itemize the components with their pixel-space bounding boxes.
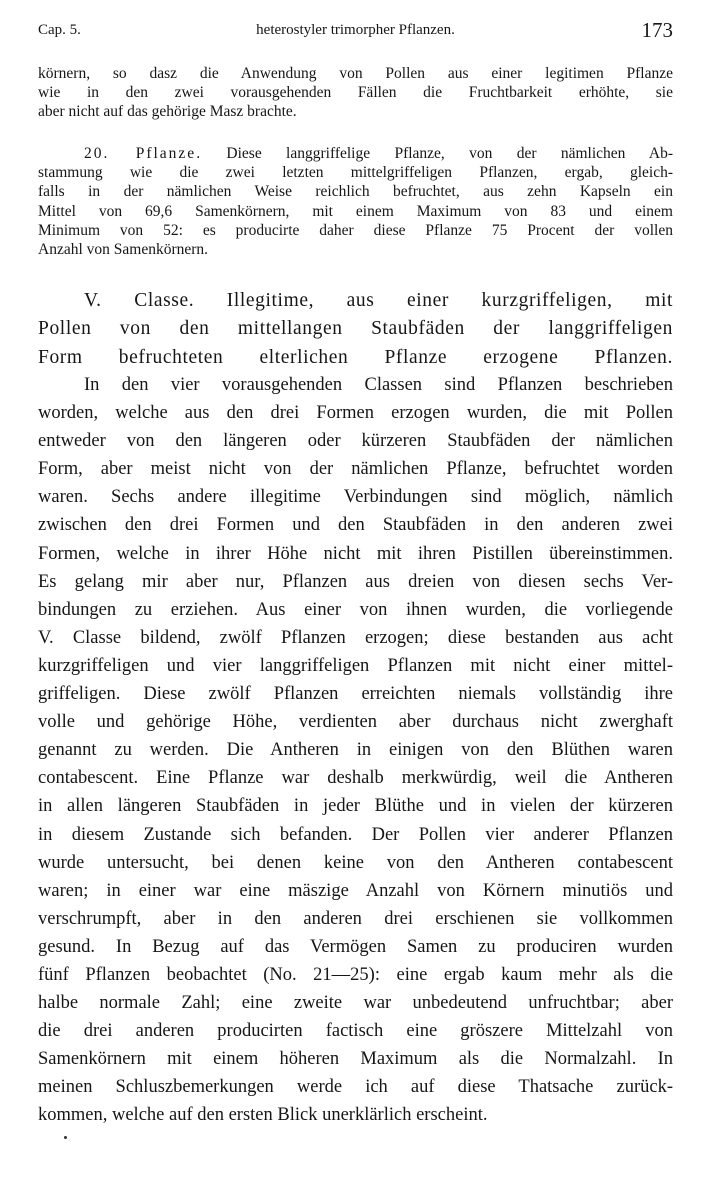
text-line: bindungen zu erziehen. Aus einer von ihnen wurden, die vorliegende: [38, 599, 673, 620]
text-line: wie in den zwei vorausgehenden Fällen die Fruchtbarkeit erhöhte, sie: [38, 84, 673, 102]
text-line: contabescent. Eine Pflanze war deshalb merkwürdig, weil die Antheren: [38, 768, 673, 789]
text-line: V. Classe bildend, zwölf Pflanzen erzogen; diese bestanden aus acht: [38, 627, 673, 648]
paragraph-continuation: [38, 64, 673, 122]
text-line: volle und gehörige Höhe, verdienten aber durchaus nicht zwerghaft: [38, 712, 673, 733]
running-title: heterostyler trimorpher Pflanzen.: [256, 22, 455, 38]
page-number: 173: [641, 18, 673, 42]
text-line: gesund. In Bezug auf das Vermögen Samen zu produciren wurden: [38, 936, 673, 957]
text-line: die drei anderen producirten factisch eine gröszere Mittelzahl von: [38, 1021, 673, 1042]
text-line: Es gelang mir aber nur, Pflanzen aus dreien von diesen sechs Ver-: [38, 571, 673, 592]
text-line: stammung wie die zwei letzten mittelgriffeligen Pflanzen, ergab, gleich-: [38, 164, 673, 182]
text-line: fünf Pflanzen beobachtet (No. 21—25): eine ergab kaum mehr als die: [38, 964, 673, 985]
heading-line: V. Classe. Illegitime, aus einer kurzgriffeligen, mit: [84, 290, 673, 311]
text-line: kommen, welche auf den ersten Blick unerklärlich erscheint.: [38, 1105, 488, 1126]
text-line: Formen, welche in ihrer Höhe nicht mit ihren Pistillen übereinstimmen.: [38, 543, 673, 564]
text-line: körnern, so dasz die Anwendung von Pollen aus einer legitimen Pflanze: [38, 65, 673, 82]
text-line: genannt zu werden. Die Antheren in einigen von den Blüthen waren: [38, 740, 673, 761]
section-body: [38, 371, 673, 1130]
text-line: Samenkörnern mit einem höheren Maximum als die Normalzahl. In: [38, 1049, 673, 1070]
text-line: halbe normale Zahl; eine zweite war unbedeutend unfruchtbar; aber: [38, 993, 673, 1014]
plant-label: 20. Pflanze.: [84, 145, 203, 162]
text-line: zwischen den drei Formen und den Staubfäden in den anderen zwei: [38, 515, 673, 536]
text-line: meinen Schluszbemerkungen werde ich auf diese Thatsache zurück-: [38, 1077, 673, 1098]
ink-speck: [64, 1136, 67, 1139]
text-line: in allen längeren Staubfäden in jeder Blüthe und in vielen der kürzeren: [38, 796, 673, 817]
chapter-label: Cap. 5.: [38, 22, 81, 38]
text-line: verschrumpft, aber in den anderen drei erschienen sie vollkommen: [38, 908, 673, 929]
heading-line: Form befruchteten elterlichen Pflanze erzogene Pflanzen.: [38, 346, 673, 368]
text-line: kurzgriffeligen und vier langgriffeligen Pflanzen mit nicht einer mittel-: [38, 655, 673, 676]
text-line: aber nicht auf das gehörige Masz brachte.: [38, 103, 297, 121]
text-line: waren. Sechs andere illegitime Verbindungen sind möglich, nämlich: [38, 487, 673, 508]
section-heading: [38, 287, 673, 372]
text-line: wurde untersucht, bei denen keine von den Antheren contabescent: [38, 852, 673, 873]
text-line: entweder von den längeren oder kürzeren Staubfäden der nämlichen: [38, 431, 673, 452]
running-header: [38, 18, 673, 48]
text-line: Form, aber meist nicht von der nämlichen Pflanze, befruchtet worden: [38, 459, 673, 480]
text-line: Anzahl von Samenkörnern.: [38, 241, 209, 259]
text-line: In den vier vorausgehenden Classen sind Pflanzen beschrieben: [84, 375, 673, 395]
text-line: worden, welche aus den drei Formen erzogen wurden, die mit Pollen: [38, 403, 673, 424]
paragraph-plant-20: [38, 144, 673, 259]
heading-line: Pollen von den mittellangen Staubfäden der langgriffeligen: [38, 318, 673, 340]
text-line: [38, 144, 673, 163]
text-line: in diesem Zustande sich befanden. Der Pollen vier anderer Pflanzen: [38, 824, 673, 845]
text-line: falls in der nämlichen Weise reichlich befruchtet, aus zehn Kapseln ein: [38, 183, 673, 201]
text-line: waren; in einer war eine mäszige Anzahl von Körnern minutiös und: [38, 880, 673, 901]
text-line: Mittel von 69,6 Samenkörnern, mit einem Maximum von 83 und einem: [38, 202, 673, 220]
text-line: griffeligen. Diese zwölf Pflanzen erreichten niemals vollständig ihre: [38, 684, 673, 705]
text-line: Minimum von 52: es producirte daher diese Pflanze 75 Procent der vollen: [38, 221, 673, 239]
text-fragment: Diese langgriffelige Pflanze, von der nämlichen Ab-: [226, 145, 674, 162]
